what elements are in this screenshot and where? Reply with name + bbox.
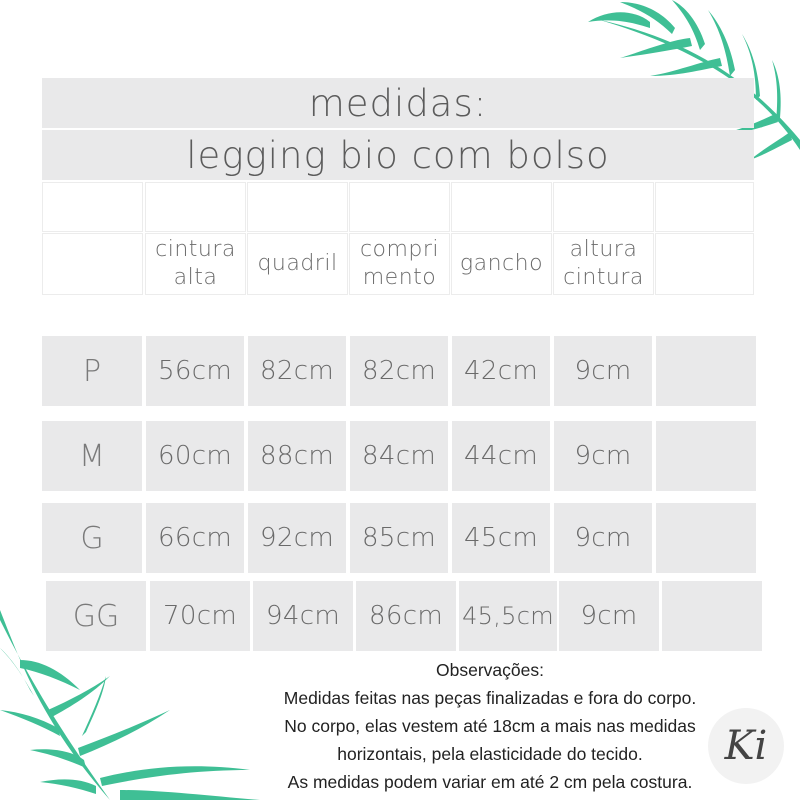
- table-cell: 45cm: [452, 503, 550, 573]
- size-label-m: M: [42, 421, 142, 491]
- notes-block: [250, 656, 730, 796]
- notes-line: horizontais, pela elasticidade do tecido.: [337, 744, 643, 764]
- table-cell-empty: [656, 503, 756, 573]
- table-cell: 66cm: [146, 503, 244, 573]
- table-cell: 86cm: [356, 581, 456, 651]
- table-cell-empty: [656, 336, 756, 406]
- table-cell: 9cm: [554, 336, 652, 406]
- table-cell: 44cm: [452, 421, 550, 491]
- size-label-gg: GG: [46, 581, 146, 651]
- table-cell: 9cm: [554, 503, 652, 573]
- column-header-quadril: quadril: [247, 233, 348, 295]
- header-empty-cell: [247, 182, 348, 232]
- table-cell: 92cm: [248, 503, 346, 573]
- notes-line: As medidas podem variar em até 2 cm pela costura.: [287, 772, 693, 792]
- table-cell: 9cm: [559, 581, 659, 651]
- header-empty-cell: [145, 182, 246, 232]
- table-cell: 94cm: [253, 581, 353, 651]
- table-cell: 82cm: [248, 336, 346, 406]
- table-cell: 9cm: [554, 421, 652, 491]
- table-cell: 88cm: [248, 421, 346, 491]
- column-header-cintura-alta: cintura alta: [145, 233, 246, 295]
- table-cell: 45,5cm: [459, 581, 557, 651]
- column-header-comprimento: compri mento: [349, 233, 450, 295]
- table-cell: 56cm: [146, 336, 244, 406]
- table-cell-empty: [656, 421, 756, 491]
- size-label-p: P: [42, 336, 142, 406]
- table-cell: 84cm: [350, 421, 448, 491]
- notes-title: Observações:: [436, 660, 544, 680]
- header-empty-cell: [349, 182, 450, 232]
- column-header-altura-cintura: altura cintura: [553, 233, 654, 295]
- column-header-gancho: gancho: [451, 233, 552, 295]
- table-cell: 70cm: [150, 581, 250, 651]
- table-cell: 85cm: [350, 503, 448, 573]
- product-name: legging bio com bolso: [42, 130, 754, 180]
- table-cell-empty: [662, 581, 762, 651]
- brand-logo: Ki: [708, 708, 784, 784]
- header-empty-cell: [42, 182, 143, 232]
- table-cell: 42cm: [452, 336, 550, 406]
- table-cell: 60cm: [146, 421, 244, 491]
- header-empty-cell: [553, 182, 654, 232]
- size-label-g: G: [42, 503, 142, 573]
- header-empty-cell: [655, 233, 754, 295]
- header-size-cell: [42, 233, 143, 295]
- notes-line: No corpo, elas vestem até 18cm a mais nas medidas: [284, 716, 696, 736]
- header-empty-cell: [451, 182, 552, 232]
- page-title: medidas:: [42, 78, 754, 128]
- notes-line: Medidas feitas nas peças finalizadas e fora do corpo.: [283, 688, 697, 708]
- table-cell: 82cm: [350, 336, 448, 406]
- header-empty-cell: [655, 182, 754, 232]
